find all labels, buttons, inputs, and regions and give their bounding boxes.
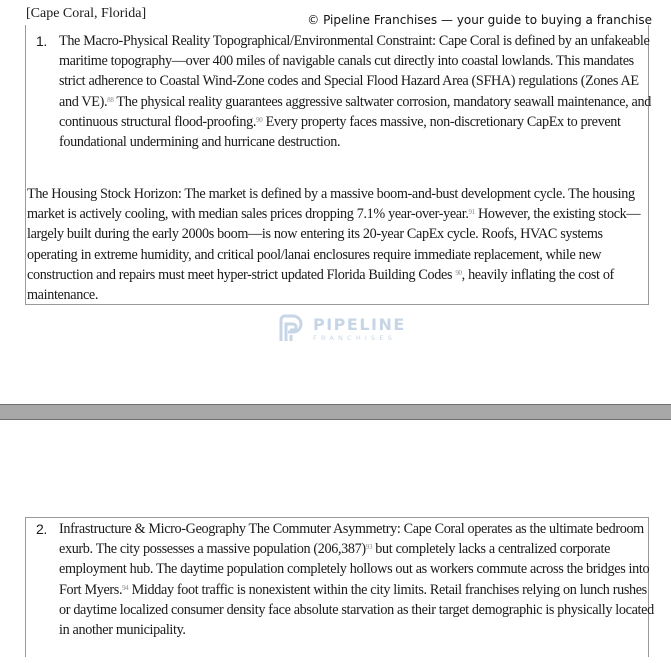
text-run: , heavily inflating the cost of maintenance. (27, 266, 614, 304)
footnote-ref[interactable]: 88 (107, 95, 114, 104)
housing-stock-paragraph (27, 184, 649, 305)
list-item-text (59, 31, 659, 152)
footnote-ref[interactable]: 93 (365, 543, 373, 552)
text-run: The physical reality guarantees aggressive saltwater corrosion, mandatory seawall maintenance, and continuous structural flood-proofing. (59, 93, 651, 130)
text-run: Infrastructure & Micro-Geography The Commuter Asymmetry: Cape Coral operates as the ultimate bedroom exurb. The city possesses a massive population (206,387) (59, 521, 644, 558)
text-run: but completely lacks a centralized corporate employment hub. The daytime population completely hollows out as workers commute across the bridges into Fort Myers. (59, 541, 650, 598)
list-number: 2. (36, 521, 47, 537)
footnote-ref[interactable]: 90 (256, 115, 263, 124)
logo-subtitle: FRANCHISES (313, 334, 397, 342)
content-block-1 (25, 25, 649, 305)
content-block-2 (25, 517, 654, 657)
document-page-bottom (0, 420, 671, 663)
pipeline-logo (277, 314, 406, 344)
text-run: The Housing Stock Horizon: The market is defined by a massive boom-and-bust development cycle. The housing market is actively cooling, with median sales prices dropping 7.1% year-over-year. (27, 186, 635, 223)
location-heading: [Cape Coral, Florida] (26, 6, 147, 21)
logo-name: PIPELINE (313, 315, 406, 334)
page-separator (0, 404, 671, 420)
footnote-ref[interactable]: 94 (122, 583, 129, 592)
footnote-ref[interactable]: 90 (455, 268, 462, 277)
list-number: 1. (36, 33, 47, 49)
copyright-notice: © Pipeline Franchises — your guide to buying a franchise (307, 13, 652, 27)
text-run: Midday foot traffic is nonexistent within the city limits. Retail franchises relying on lunch rushes or daytime localized consumer density face absolute starvation as their target demographic is physically located in another municipality. (59, 581, 654, 639)
text-run: Every property faces massive, non-discretionary CapEx to prevent foundational undermining and hurricane destruction. (59, 113, 621, 151)
list-item-text (59, 519, 659, 640)
footnote-ref[interactable]: 91 (468, 208, 475, 217)
text-run: However, the existing stock—largely built during the early 2000s boom—is now entering its 20-year CapEx cycle. Roofs, HVAC systems operating in extreme humidity, and critical pool/lanai enclosures require immediate replacement, while new construction and repairs must meet hyper-strict updated Florida Building Codes (27, 206, 641, 283)
text-run: The Macro-Physical Reality Topographical/Environmental Constraint: Cape Coral is defined by an unfakeable maritime topography—over 400 miles of navigable canals cut directly into coastal lowlands. This mandates strict adherence to Coastal Wind-Zone codes and Special Flood Hazard Area (SFHA) regulations (Zones AE and VE). (59, 33, 650, 110)
pipeline-logo-icon (277, 314, 307, 344)
